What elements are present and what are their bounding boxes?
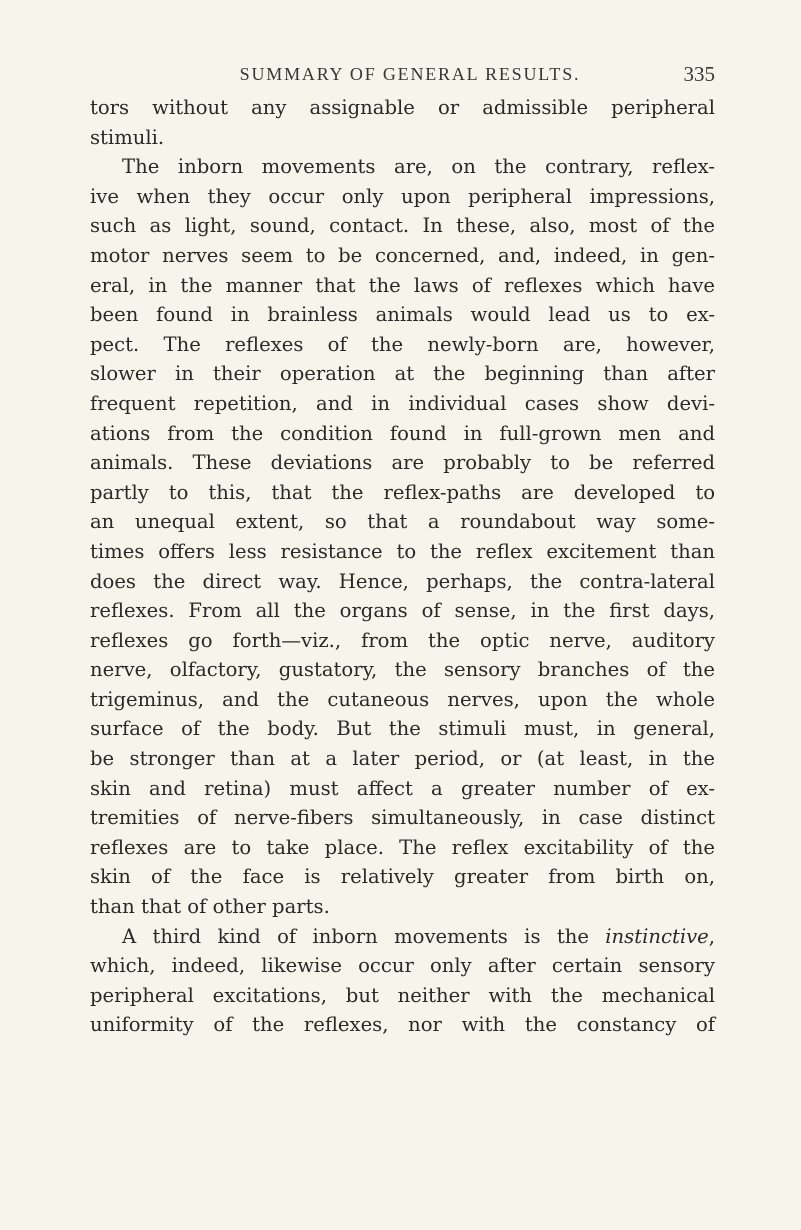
- text-fragment: A third kind of inborn movements is the: [122, 924, 606, 948]
- text-line: been found in brainless animals would lead us to ex-: [90, 303, 715, 327]
- text-line: slower in their operation at the beginning than after: [90, 362, 715, 386]
- text-line: ive when they occur only upon peripheral impressions,: [90, 184, 715, 208]
- emphasized-term: instinctive: [605, 924, 709, 948]
- text-line: peripheral excitations, but neither with the mechanical: [90, 983, 715, 1007]
- text-line: ations from the condition found in full-grown men and: [90, 421, 715, 445]
- text-line: than that of other parts.: [90, 895, 330, 919]
- text-line: uniformity of the reflexes, nor with the constancy of: [90, 1013, 715, 1037]
- text-line: partly to this, that the reflex-paths are developed to: [90, 480, 715, 504]
- text-line: tremities of nerve-fibers simultaneously, in case distinct: [90, 806, 715, 830]
- text-line: stimuli.: [90, 125, 165, 149]
- text-line: nerve, olfactory, gustatory, the sensory branches of the: [90, 658, 715, 682]
- text-line: skin of the face is relatively greater from birth on,: [90, 865, 715, 889]
- text-line: eral, in the manner that the laws of reflexes which have: [90, 273, 715, 297]
- text-line: frequent repetition, and in individual cases show devi-: [90, 391, 715, 415]
- text-line: tors without any assignable or admissible peripheral: [90, 96, 715, 119]
- text-line-with-emphasis: [90, 922, 715, 952]
- text-line: be stronger than at a later period, or (at least, in the: [90, 747, 715, 771]
- text-line: such as light, sound, contact. In these, also, most of the: [90, 214, 715, 238]
- text-line: which, indeed, likewise occur only after certain sensory: [90, 954, 715, 978]
- text-line: reflexes. From all the organs of sense, in the first days,: [90, 599, 715, 623]
- running-head: [90, 58, 715, 90]
- text-line: motor nerves seem to be concerned, and, indeed, in gen-: [90, 243, 715, 267]
- text-line: reflexes go forth—viz., from the optic nerve, auditory: [90, 628, 715, 652]
- text-line: animals. These deviations are probably to be referred: [90, 451, 715, 475]
- text-line: times offers less resistance to the reflex excitement than: [90, 539, 715, 563]
- text-line: does the direct way. Hence, perhaps, the contra-lateral: [90, 569, 715, 593]
- text-line: surface of the body. But the stimuli must, in general,: [90, 717, 715, 741]
- text-line: trigeminus, and the cutaneous nerves, upon the whole: [90, 687, 715, 711]
- page-number: 335: [683, 61, 715, 86]
- text-line: The inborn movements are, on the contrary, reflex-: [122, 155, 715, 179]
- text-line: reflexes are to take place. The reflex excitability of the: [90, 835, 715, 859]
- text-fragment: ,: [708, 924, 715, 948]
- body-text: [90, 93, 715, 1040]
- text-line: an unequal extent, so that a roundabout way some-: [90, 510, 715, 534]
- running-title: SUMMARY OF GENERAL RESULTS.: [239, 63, 581, 84]
- text-line: pect. The reflexes of the newly-born are, however,: [90, 332, 715, 356]
- text-line: skin and retina) must affect a greater number of ex-: [90, 776, 715, 800]
